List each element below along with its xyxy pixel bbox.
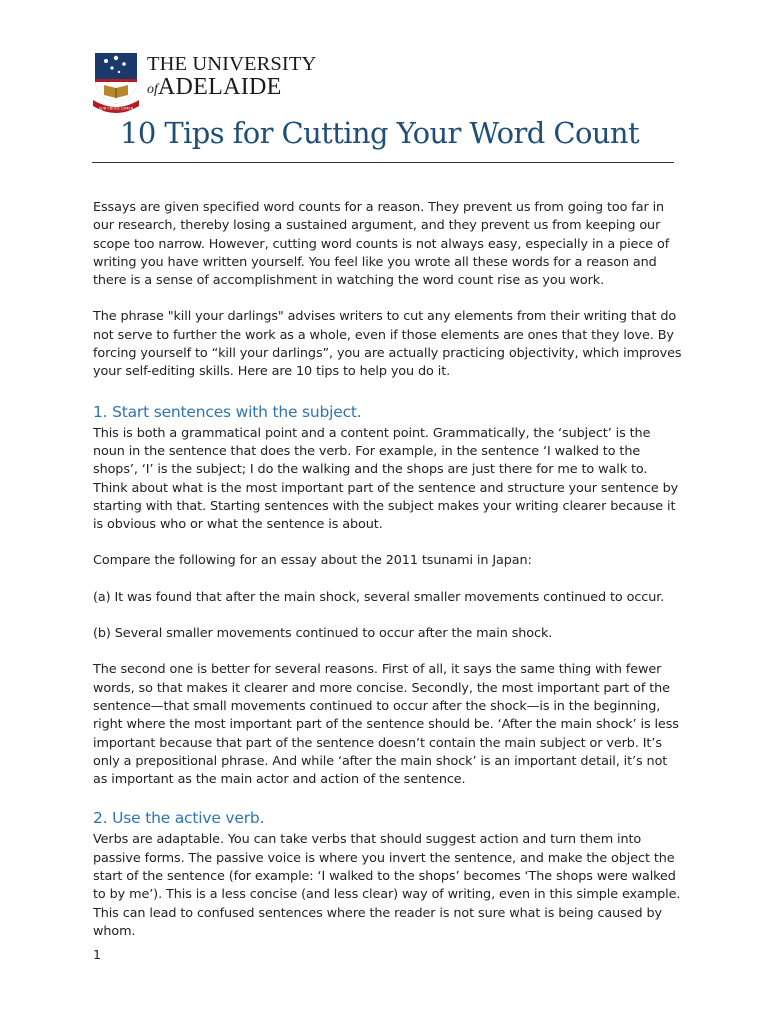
title-divider <box>92 162 674 163</box>
document-title: 10 Tips for Cutting Your Word Count <box>120 116 640 150</box>
logo-motto: SUB CRUCE LUMEN <box>98 106 134 111</box>
university-logo <box>92 50 317 116</box>
section-1-heading: 1. Start sentences with the subject. <box>93 402 362 421</box>
intro-paragraph-2: The phrase "kill your darlings" advises writers to cut any elements from their writing that do not serve to further the work as a whole, even if those elements are ones that they love. By forcing yourself to “kill your darlings”, you are actually practicing objectivity, which improves your self-editing skills. Here are 10 tips to help you do it. <box>93 309 682 380</box>
page-number: 1 <box>93 947 101 962</box>
logo-line-2 <box>147 75 316 102</box>
logo-of: of <box>147 82 158 97</box>
intro-paragraph-1: Essays are given specified word counts for a reason. They prevent us from going too far in our research, thereby losing a sustained argument, and they prevent us from keeping our scope too narrow. However, cutting word counts is not always easy, especially in a piece of writing you have written yourself. You feel like you wrote all these words for a reason and there is a sense of accomplishment in watching the word count rise as you work. <box>93 200 670 289</box>
section-1-paragraph-2: Compare the following for an essay about the 2011 tsunami in Japan: <box>93 553 532 569</box>
section-1-example-a: (a) It was found that after the main shock, several smaller movements continued to occur. <box>93 589 665 605</box>
section-2-paragraph-1: Verbs are adaptable. You can take verbs that should suggest action and turn them into passive forms. The passive voice is where you invert the sentence, and make the object the start of the sentence (for example: ‘I walked to the shops’ becomes ‘The shops were walked to by me’). This is a less concise (and less clear) way of writing, even in this simple example. This can lead to confused sentences where the reader is not sure what is being caused by whom. <box>93 832 681 939</box>
logo-adelaide: ADELAIDE <box>157 74 282 100</box>
section-1-paragraph-1: This is both a grammatical point and a content point. Grammatically, the ‘subject’ is the noun in the sentence that does the verb. For example, in the sentence ‘I walked to the shops’, ‘I’ is the subject; I do the walking and the shops are just there for me to walk to. Think about what is the most important part of the sentence and structure your sentence by starting with that. Starting sentences with the subject makes your writing clearer because it is obvious who or what the sentence is about. <box>93 425 679 533</box>
university-crest-icon <box>92 50 142 114</box>
document-body <box>93 199 683 941</box>
logo-wordmark <box>147 53 316 102</box>
section-1-example-b: (b) Several smaller movements continued to occur after the main shock. <box>93 626 553 642</box>
section-1-paragraph-3: The second one is better for several reasons. First of all, it says the same thing with fewer words, so that makes it clearer and more concise. Secondly, the most important part of the sentence—that small movements continued to occur after the shock—is in the beginning, right where the most important part of the sentence should be. ‘After the main shock’ is less important because that part of the sentence doesn’t contain the main subject or verb. It’s only a prepositional phrase. And while ‘after the main shock’ is an important detail, it’s not as important as the main actor and action of the sentence. <box>93 662 679 788</box>
logo-line-1: THE UNIVERSITY <box>147 53 317 75</box>
section-2-heading: 2. Use the active verb. <box>93 809 265 828</box>
